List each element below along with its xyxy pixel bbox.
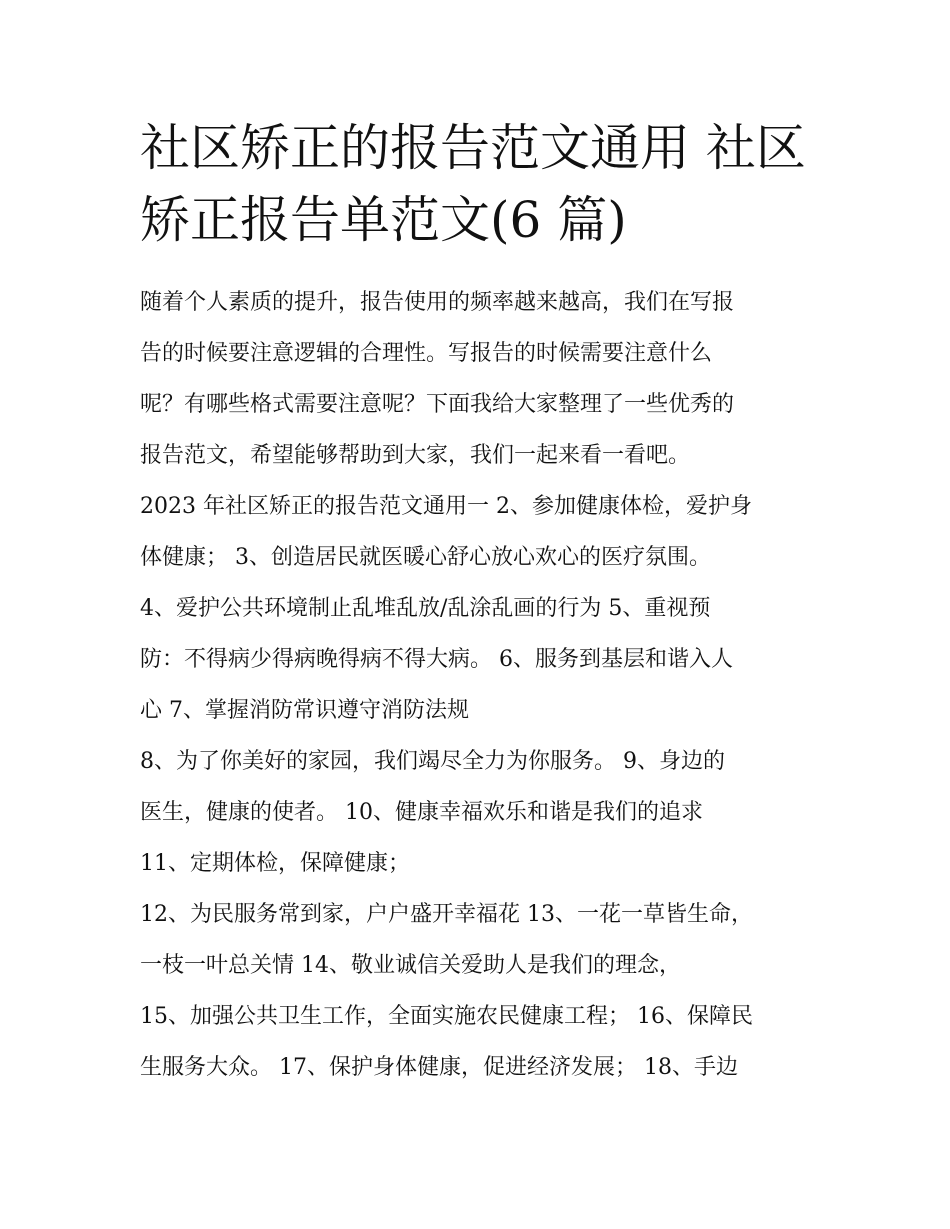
body-line: 呢？有哪些格式需要注意呢？下面我给大家整理了一些优秀的 [140, 392, 735, 417]
body-line: 体健康； 3、创造居民就医暖心舒心放心欢心的医疗氛围。 [140, 545, 711, 570]
document-body [140, 277, 820, 1093]
body-line: 11、定期体检，保障健康； [140, 851, 410, 876]
title-line: 社区矫正的报告范文通用 社区 [140, 119, 806, 177]
body-line: 心 7、掌握消防常识遵守消防法规 [140, 698, 469, 723]
body-line: 2023 年社区矫正的报告范文通用一 2、参加健康体检，爱护身 [140, 494, 752, 519]
body-line: 随着个人素质的提升，报告使用的频率越来越高，我们在写报 [140, 290, 735, 315]
body-line: 15、加强公共卫生工作，全面实施农民健康工程； 16、保障民 [140, 1004, 753, 1029]
body-line: 告的时候要注意逻辑的合理性。写报告的时候需要注意什么 [140, 341, 713, 366]
body-line: 8、为了你美好的家园，我们竭尽全力为你服务。 9、身边的 [140, 749, 725, 774]
body-line: 4、爱护公共环境制止乱堆乱放/乱涂乱画的行为 5、重视预 [140, 596, 711, 621]
body-line: 报告范文，希望能够帮助到大家，我们一起来看一看吧。 [140, 443, 691, 468]
document-title [140, 112, 830, 256]
body-line: 一枝一叶总关情 14、敬业诚信关爱助人是我们的理念， [140, 953, 681, 978]
body-line: 医生，健康的使者。 10、健康幸福欢乐和谐是我们的追求 [140, 800, 703, 825]
body-line: 12、为民服务常到家，户户盛开幸福花 13、一花一草皆生命， [140, 902, 753, 927]
body-line: 防：不得病少得病晚得病不得大病。 6、服务到基层和谐入人 [140, 647, 733, 672]
body-line: 生服务大众。 17、保护身体健康，促进经济发展； 18、手边 [140, 1055, 738, 1080]
title-line: 矫正报告单范文(6 篇) [140, 191, 627, 249]
